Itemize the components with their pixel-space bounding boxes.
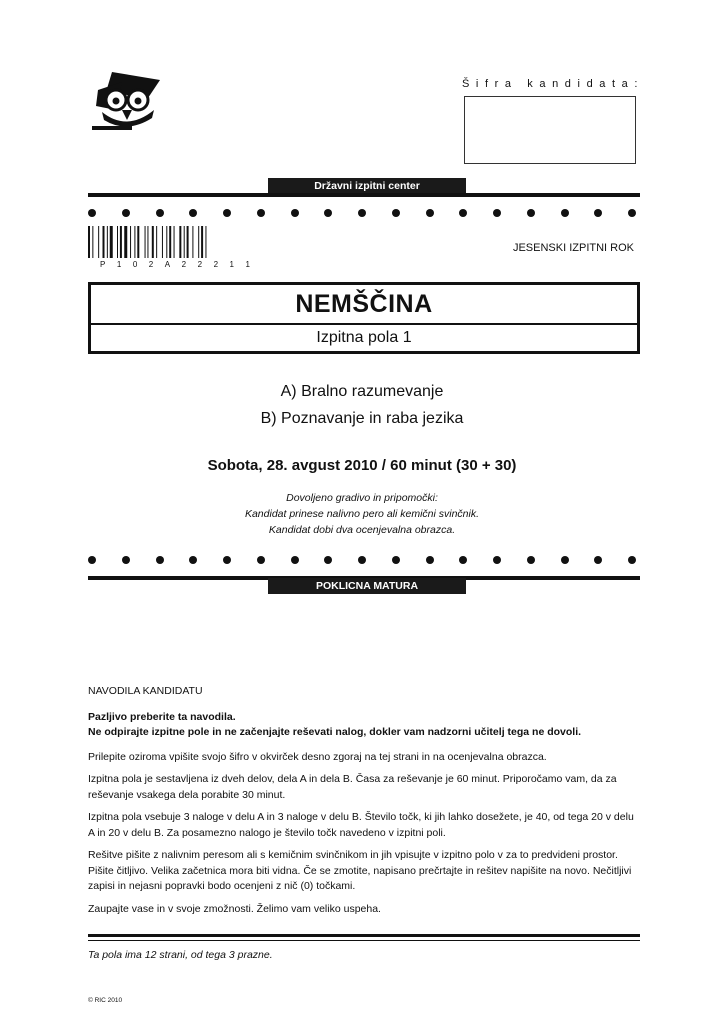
barcode-bar — [166, 226, 167, 258]
divider — [88, 193, 640, 197]
barcode-bar — [137, 226, 139, 258]
barcode-bar — [179, 226, 181, 258]
barcode — [88, 226, 254, 258]
barcode-bar — [124, 226, 127, 258]
instructions-paragraph: Prilepite oziroma vpišite svojo šifro v okvirček desno zgoraj na tej strani in na ocenjevalna obrazca. — [88, 750, 547, 763]
barcode-digit: 1 — [116, 260, 122, 269]
allowed-aids-line: Kandidat dobi dva ocenjevalna obrazca. — [268, 524, 456, 536]
barcode-bar — [110, 226, 113, 258]
barcode-digit: 2 — [148, 260, 154, 269]
barcode-digit: 2 — [213, 260, 219, 269]
barcode-digit: 2 — [197, 260, 203, 269]
owl-logo-icon — [92, 70, 164, 132]
barcode-bar — [174, 226, 175, 258]
candidate-code-box[interactable] — [464, 96, 636, 164]
barcode-bar — [98, 226, 99, 258]
barcode-bar — [205, 226, 206, 258]
instructions-heading: NAVODILA KANDIDATU — [88, 685, 203, 697]
barcode-digit: 2 — [181, 260, 187, 269]
instructions-paragraph: Izpitna pola je sestavljena iz dveh delov, dela A in dela B. Časa za reševanje je 60 minut. Priporočamo vam, da za reševanje vsakega dela porabite 30 minut. — [88, 773, 617, 801]
barcode-bar — [145, 226, 146, 258]
instructions — [88, 684, 640, 924]
barcode-bar — [201, 226, 203, 258]
barcode-bar — [156, 226, 157, 258]
subject-title: NEMŠČINA — [295, 290, 433, 318]
barcode-digit: A — [164, 260, 171, 269]
instructions-paragraph: Zaupajte vase in v svoje zmožnosti. Želimo vam veliko uspeha. — [88, 902, 381, 915]
barcode-bar — [134, 226, 135, 258]
matura-type-banner: POKLICNA MATURA — [268, 578, 466, 594]
divider — [88, 940, 640, 941]
allowed-aids-line: Kandidat prinese nalivno pero ali kemični svinčnik. — [244, 508, 480, 520]
title-divider — [88, 323, 640, 325]
barcode-digit: 1 — [229, 260, 234, 269]
exam-term: JESENSKI IZPITNI ROK — [512, 242, 634, 254]
divider — [88, 934, 640, 937]
barcode-bar — [152, 226, 154, 258]
part-b-title: B) Poznavanje in raba jezika — [260, 410, 464, 427]
barcode-digit: 0 — [132, 260, 138, 269]
barcode-bar — [130, 226, 131, 258]
barcode-bar — [107, 226, 108, 258]
barcode-bar — [120, 226, 122, 258]
barcode-digit: 1 — [245, 260, 250, 269]
allowed-aids-heading: Dovoljeno gradivo in pripomočki: — [286, 492, 438, 504]
candidate-code-label: Šifra kandidata: — [462, 78, 645, 90]
instructions-warning — [88, 710, 640, 741]
part-a-title: A) Bralno razumevanje — [280, 383, 444, 400]
dot-row — [88, 208, 636, 218]
barcode-bar — [117, 226, 118, 258]
barcode-bar — [88, 226, 90, 258]
page-count-note: Ta pola ima 12 strani, od tega 3 prazne. — [88, 949, 273, 961]
barcode-bar — [187, 226, 189, 258]
barcode-bar — [103, 226, 105, 258]
barcode-digits — [100, 260, 250, 269]
barcode-digit: P — [100, 260, 106, 269]
institution-banner: Državni izpitni center — [268, 178, 466, 194]
instructions-warning-line: Ne odpirajte izpitne pole in ne začenjajte reševati nalog, dokler vam nadzorni učitelj tega ne dovoli. — [88, 726, 582, 738]
barcode-bar — [92, 226, 93, 258]
exam-date-duration: Sobota, 28. avgust 2010 / 60 minut (30 + 30) — [207, 457, 517, 474]
barcode-bar — [169, 226, 171, 258]
barcode-bar — [192, 226, 193, 258]
instructions-warning-line: Pazljivo preberite ta navodila. — [88, 710, 236, 723]
dot-row — [88, 555, 636, 565]
paper-title: Izpitna pola 1 — [316, 329, 412, 346]
barcode-bar — [198, 226, 199, 258]
instructions-paragraph: Izpitna pola vsebuje 3 naloge v delu A in 3 naloge v delu B. Število točk, ki jih lahko dosežete, je 40, od tega 20 v delu A in 20 v delu B. Za posamezno nalogo je število točk navedeno v izpitni poli. — [88, 811, 634, 839]
barcode-bar — [147, 226, 148, 258]
barcode-bar — [184, 226, 185, 258]
copyright: © RIC 2010 — [88, 997, 123, 1004]
instructions-paragraph: Rešitve pišite z nalivnim peresom ali s kemičnim svinčnikom in jih vpisujte v izpitno polo v za to predvideni prostor. Pišite čitljivo. Velika začetnica mora biti vidna. Če se zmotite, napisano prečrtajte in rešitev napišite na novo. Nečitljivi zapisi in nejasni popravki bodo ocenjeni z nič (0) točkami. — [88, 849, 632, 892]
barcode-bar — [162, 226, 163, 258]
